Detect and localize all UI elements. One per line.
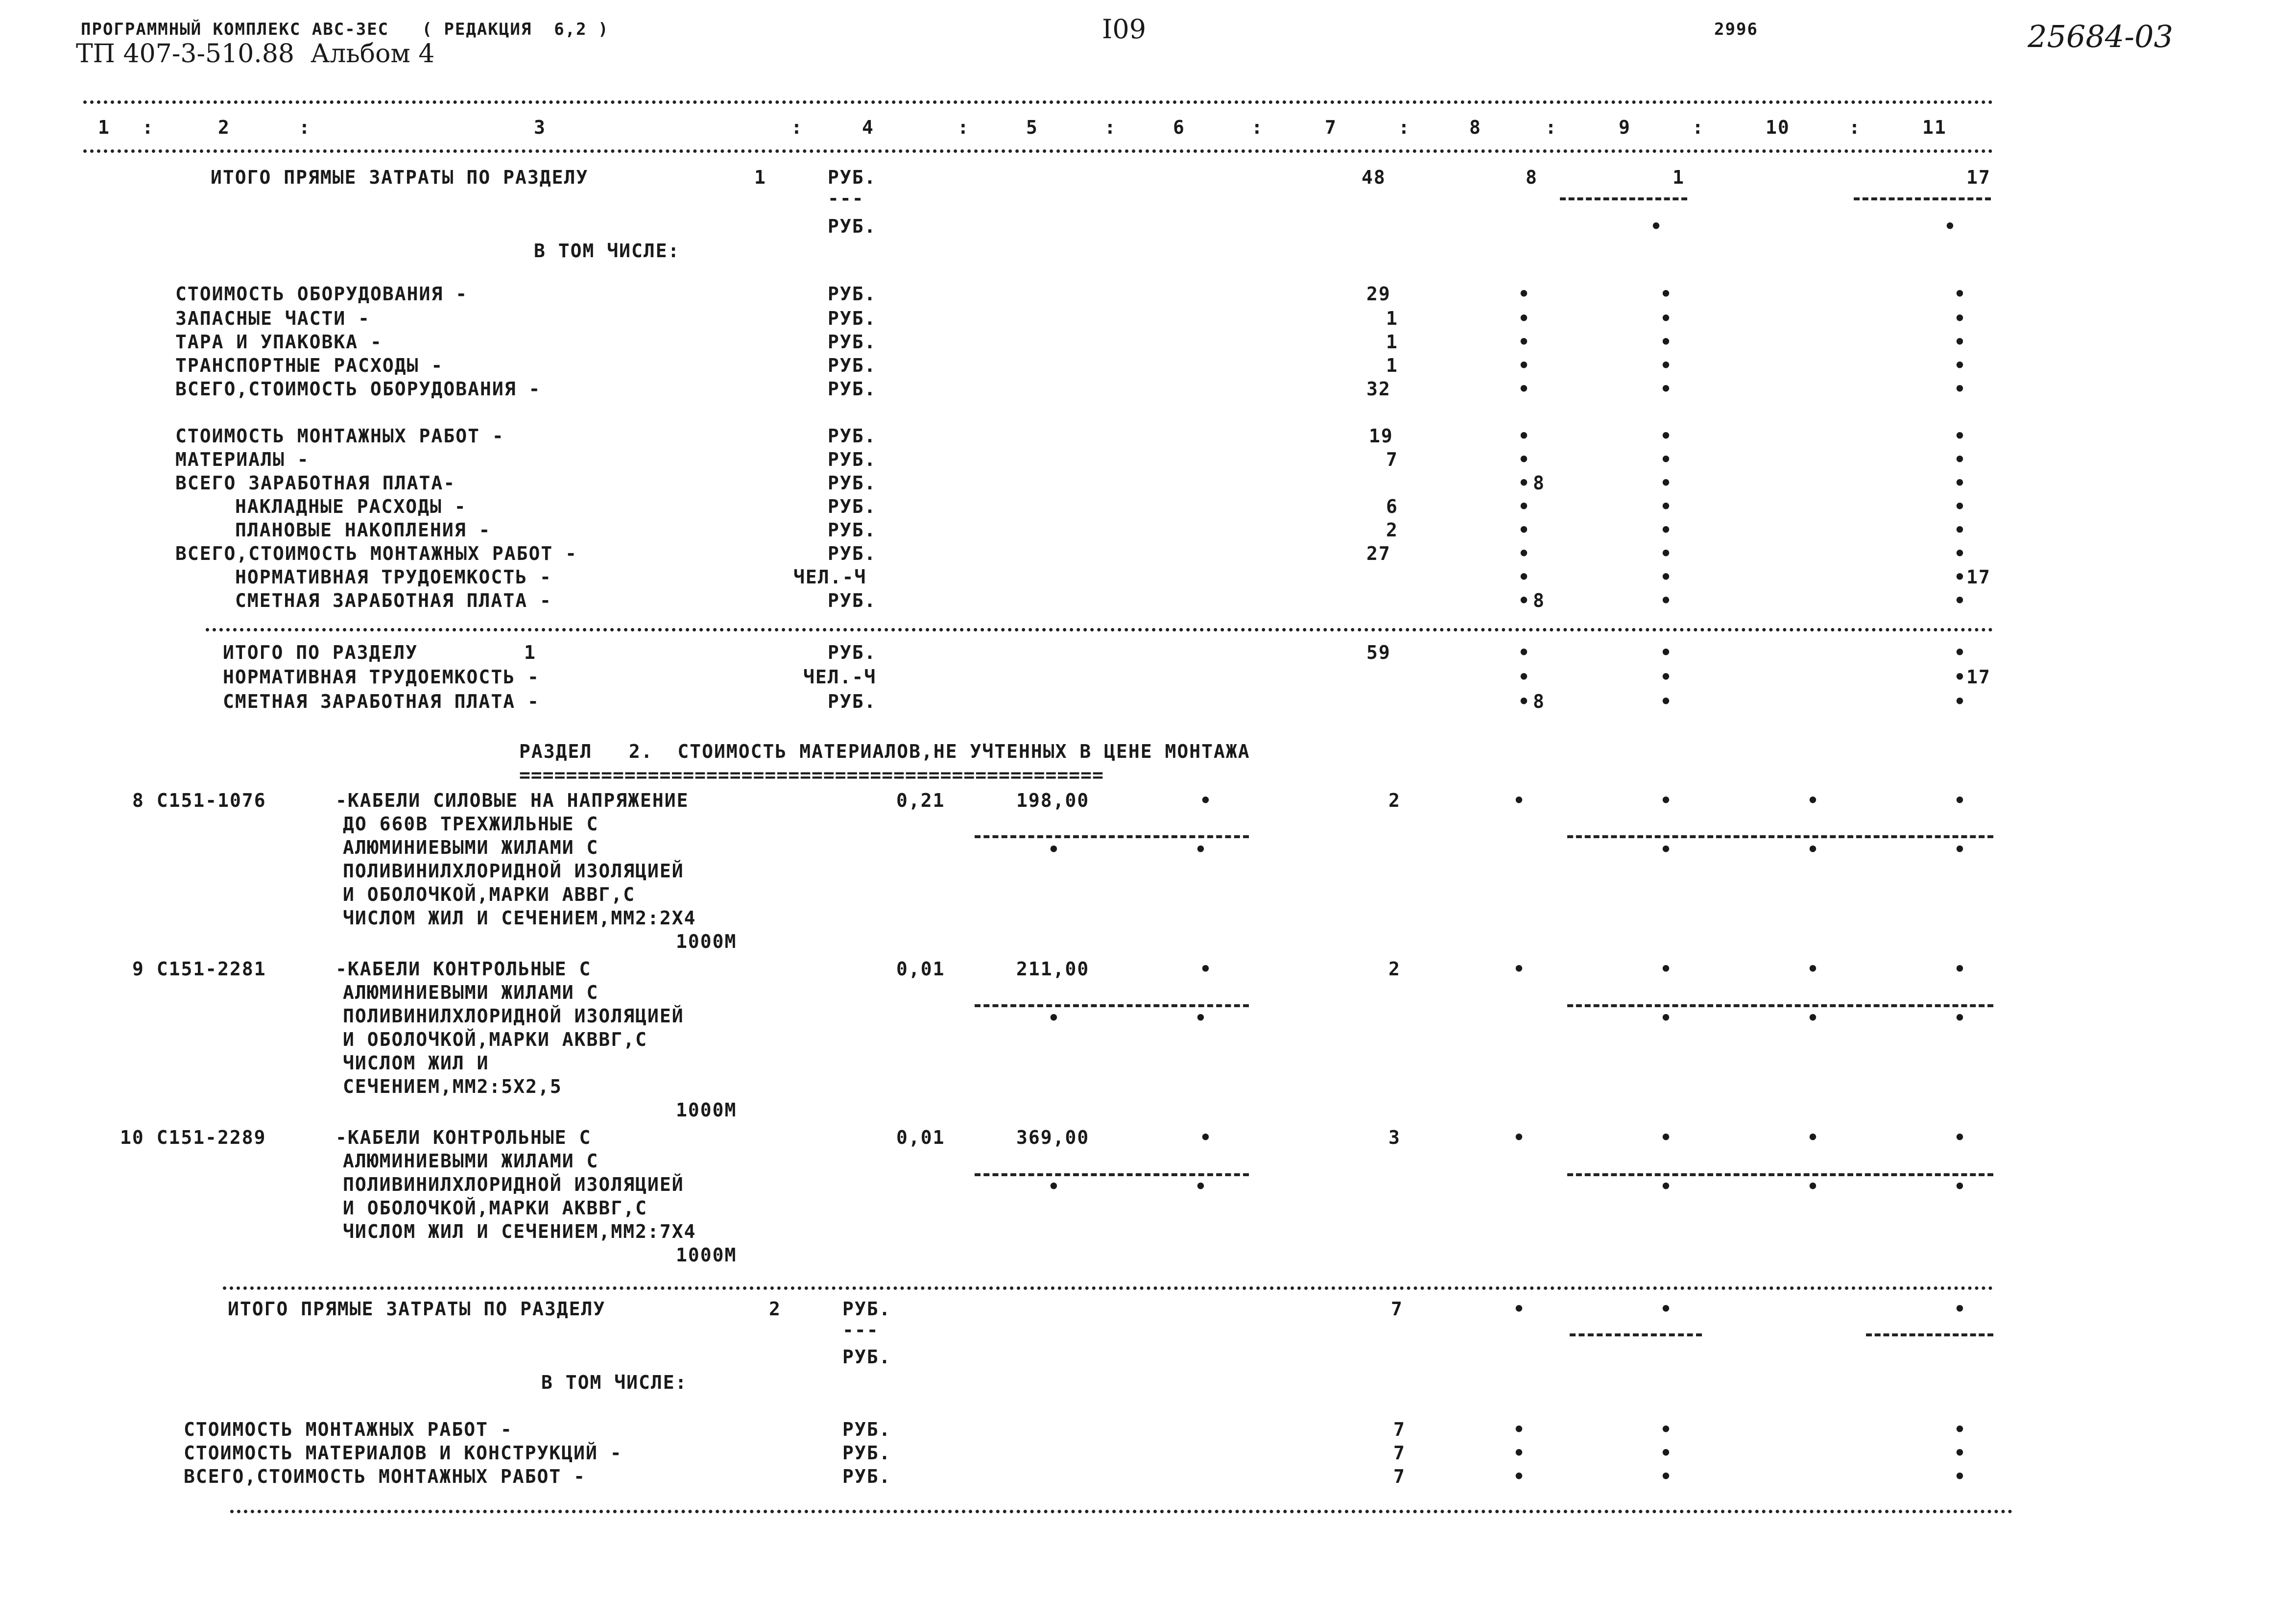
row-col11: 17 bbox=[1966, 566, 1991, 588]
program-name: ПРОГРАММНЫЙ КОМПЛЕКС АВС-3ЕС ( РЕДАКЦИЯ 6,2 ) bbox=[81, 20, 609, 39]
dot-mark: • bbox=[1954, 449, 1966, 470]
dot-mark: • bbox=[1954, 790, 1966, 811]
subtotal-rule bbox=[1854, 197, 1991, 200]
row-col8: 8 bbox=[1533, 472, 1545, 494]
row-label: НАКЛАДНЫЕ РАСХОДЫ - bbox=[235, 496, 467, 517]
item-desc-line: ЧИСЛОМ ЖИЛ И bbox=[343, 1052, 489, 1074]
column-separator: : bbox=[1692, 117, 1704, 138]
row-label: ВСЕГО,СТОИМОСТЬ МОНТАЖНЫХ РАБОТ - bbox=[184, 1466, 586, 1487]
row-col7: 7 bbox=[1393, 1442, 1406, 1464]
row-label: СТОИМОСТЬ ОБОРУДОВАНИЯ - bbox=[175, 283, 468, 305]
column-header: 2 bbox=[218, 117, 230, 138]
item-desc-line: ДО 660В ТРЕХЖИЛЬНЫЕ С bbox=[343, 813, 599, 835]
dot-mark: • bbox=[1660, 425, 1673, 447]
dot-mark: • bbox=[1048, 1007, 1060, 1029]
item-desc-line: -КАБЕЛИ СИЛОВЫЕ НА НАПРЯЖЕНИЕ bbox=[335, 790, 689, 811]
cell-rule bbox=[1567, 835, 1993, 838]
row-label: СТОИМОСТЬ МАТЕРИАЛОВ И КОНСТРУКЦИЙ - bbox=[184, 1442, 622, 1464]
item-desc-line: ПОЛИВИНИЛХЛОРИДНОЙ ИЗОЛЯЦИЕЙ bbox=[343, 1005, 684, 1027]
section-rule bbox=[223, 1286, 1993, 1290]
dot-mark: • bbox=[1954, 331, 1966, 353]
item-code: 9 С151-2281 bbox=[132, 958, 266, 980]
row-col7: 19 bbox=[1369, 425, 1393, 447]
dot-mark: • bbox=[1954, 378, 1966, 400]
item-desc-line: И ОБОЛОЧКОЙ,МАРКИ АКВВГ,С bbox=[343, 1029, 647, 1050]
dot-mark: • bbox=[1660, 1176, 1673, 1197]
dot-mark: • bbox=[1660, 1419, 1673, 1440]
dot-mark: • bbox=[1660, 790, 1673, 811]
dot-mark: • bbox=[1513, 1466, 1526, 1487]
dot-mark: • bbox=[1954, 283, 1966, 305]
dot-mark: • bbox=[1954, 958, 1966, 980]
dot-mark: • bbox=[1518, 308, 1531, 329]
dot-mark: • bbox=[1518, 642, 1531, 663]
unit-separator: --- bbox=[842, 1319, 879, 1341]
section1-total-col9: 1 bbox=[1673, 167, 1685, 188]
row-col7: 7 bbox=[1393, 1419, 1406, 1440]
dot-mark: • bbox=[1807, 839, 1819, 860]
row-col7: 2 bbox=[1386, 519, 1398, 541]
column-header: 1 bbox=[98, 117, 110, 138]
row-unit: РУБ. bbox=[828, 283, 877, 305]
row-unit: РУБ. bbox=[828, 590, 877, 611]
dot-mark: • bbox=[1954, 1442, 1966, 1464]
dot-mark: • bbox=[1518, 378, 1531, 400]
item-qty: 1000М bbox=[676, 1099, 737, 1121]
row-label: СМЕТНАЯ ЗАРАБОТНАЯ ПЛАТА - bbox=[235, 590, 552, 611]
form-code: 2996 bbox=[1714, 20, 1758, 39]
item-col4: 0,01 bbox=[896, 958, 945, 980]
column-header: 11 bbox=[1922, 117, 1947, 138]
section1-total-unit: РУБ. bbox=[828, 167, 877, 188]
row-unit: РУБ. bbox=[828, 496, 877, 517]
dot-mark: • bbox=[1200, 1127, 1212, 1148]
item-code: 8 С151-1076 bbox=[132, 790, 266, 811]
item-desc-line: АЛЮМИНИЕВЫМИ ЖИЛАМИ С bbox=[343, 1150, 599, 1172]
row-col7: 7 bbox=[1386, 449, 1398, 470]
dot-mark: • bbox=[1518, 691, 1531, 712]
dot-mark: • bbox=[1944, 216, 1957, 237]
dot-mark: • bbox=[1195, 1176, 1207, 1197]
row-unit: РУБ. bbox=[828, 378, 877, 400]
column-separator: : bbox=[1104, 117, 1117, 138]
summary-num: 1 bbox=[524, 642, 536, 663]
top-rule bbox=[83, 100, 1993, 104]
dot-mark: • bbox=[1518, 543, 1531, 564]
dot-mark: • bbox=[1954, 355, 1966, 376]
section1-total-col11: 17 bbox=[1966, 167, 1991, 188]
subtotal-rule bbox=[1866, 1333, 1993, 1336]
dot-mark: • bbox=[1807, 1176, 1819, 1197]
column-separator: : bbox=[1545, 117, 1557, 138]
row-label: ВСЕГО,СТОИМОСТЬ МОНТАЖНЫХ РАБОТ - bbox=[175, 543, 577, 564]
item-col5: 211,00 bbox=[1016, 958, 1090, 980]
dot-mark: • bbox=[1660, 449, 1673, 470]
project-title: ТП 407-3-510.88 Альбом 4 bbox=[76, 39, 435, 69]
row-col7: 1 bbox=[1386, 355, 1398, 376]
section1-total-col8: 8 bbox=[1526, 167, 1538, 188]
section2-total-num: 2 bbox=[769, 1298, 781, 1320]
dot-mark: • bbox=[1954, 472, 1966, 494]
column-separator: : bbox=[142, 117, 154, 138]
summary-col7: 59 bbox=[1366, 642, 1391, 663]
row-label: ВСЕГО,СТОИМОСТЬ ОБОРУДОВАНИЯ - bbox=[175, 378, 541, 400]
column-separator: : bbox=[299, 117, 311, 138]
dot-mark: • bbox=[1518, 283, 1531, 305]
row-unit: ЧЕЛ.-Ч bbox=[793, 566, 867, 588]
item-desc-line: АЛЮМИНИЕВЫМИ ЖИЛАМИ С bbox=[343, 982, 599, 1003]
dot-mark: • bbox=[1660, 1127, 1673, 1148]
item-col7: 2 bbox=[1388, 790, 1401, 811]
subtotal-rule bbox=[1570, 1333, 1702, 1336]
dot-mark: • bbox=[1954, 543, 1966, 564]
dot-mark: • bbox=[1518, 331, 1531, 353]
dot-mark: • bbox=[1518, 666, 1531, 688]
item-desc-line: И ОБОЛОЧКОЙ,МАРКИ АКВВГ,С bbox=[343, 1197, 647, 1219]
dot-mark: • bbox=[1954, 1419, 1966, 1440]
dot-mark: • bbox=[1807, 1007, 1819, 1029]
dot-mark: • bbox=[1660, 691, 1673, 712]
item-desc-line: ПОЛИВИНИЛХЛОРИДНОЙ ИЗОЛЯЦИЕЙ bbox=[343, 1174, 684, 1195]
column-header: 10 bbox=[1766, 117, 1790, 138]
dot-mark: • bbox=[1195, 1007, 1207, 1029]
summary-col11: 17 bbox=[1966, 666, 1991, 688]
item-code: 10 С151-2289 bbox=[120, 1127, 266, 1148]
dot-mark: • bbox=[1660, 1007, 1673, 1029]
row-label: ТАРА И УПАКОВКА - bbox=[175, 331, 383, 353]
dot-mark: • bbox=[1660, 308, 1673, 329]
summary-label: СМЕТНАЯ ЗАРАБОТНАЯ ПЛАТА - bbox=[223, 691, 540, 712]
row-col8: 8 bbox=[1533, 590, 1545, 611]
dot-mark: • bbox=[1660, 378, 1673, 400]
item-desc-line: -КАБЕЛИ КОНТРОЛЬНЫЕ С bbox=[335, 1127, 592, 1148]
dot-mark: • bbox=[1954, 566, 1966, 588]
dot-mark: • bbox=[1518, 496, 1531, 517]
dot-mark: • bbox=[1660, 642, 1673, 663]
dot-mark: • bbox=[1660, 519, 1673, 541]
dot-mark: • bbox=[1954, 666, 1966, 688]
dot-mark: • bbox=[1518, 449, 1531, 470]
row-col7: 32 bbox=[1366, 378, 1391, 400]
dot-mark: • bbox=[1954, 1466, 1966, 1487]
dot-mark: • bbox=[1518, 590, 1531, 611]
handwritten-stamp: 25684-03 bbox=[2028, 19, 2174, 54]
row-unit: РУБ. bbox=[842, 1419, 891, 1440]
dot-mark: • bbox=[1200, 790, 1212, 811]
row-col7: 27 bbox=[1366, 543, 1391, 564]
dot-mark: • bbox=[1660, 1466, 1673, 1487]
dot-mark: • bbox=[1650, 216, 1663, 237]
dot-mark: • bbox=[1807, 790, 1819, 811]
dot-mark: • bbox=[1807, 1127, 1819, 1148]
item-desc-line: СЕЧЕНИЕМ,ММ2:5Х2,5 bbox=[343, 1076, 562, 1097]
dot-mark: • bbox=[1518, 425, 1531, 447]
row-unit: РУБ. bbox=[828, 472, 877, 494]
dot-mark: • bbox=[1195, 839, 1207, 860]
dot-mark: • bbox=[1954, 839, 1966, 860]
column-header: 7 bbox=[1325, 117, 1337, 138]
dot-mark: • bbox=[1660, 839, 1673, 860]
row-unit: РУБ. bbox=[828, 355, 877, 376]
item-desc-line: -КАБЕЛИ КОНТРОЛЬНЫЕ С bbox=[335, 958, 592, 980]
dot-mark: • bbox=[1660, 496, 1673, 517]
column-separator: : bbox=[957, 117, 970, 138]
dot-mark: • bbox=[1660, 958, 1673, 980]
row-unit: РУБ. bbox=[828, 308, 877, 329]
section1-total-unit2: РУБ. bbox=[828, 216, 877, 237]
dot-mark: • bbox=[1954, 1298, 1966, 1320]
section2-total-col7: 7 bbox=[1391, 1298, 1403, 1320]
dot-mark: • bbox=[1660, 543, 1673, 564]
dot-mark: • bbox=[1954, 1007, 1966, 1029]
column-separator: : bbox=[1849, 117, 1861, 138]
row-unit: РУБ. bbox=[842, 1442, 891, 1464]
item-col5: 198,00 bbox=[1016, 790, 1090, 811]
column-header: 4 bbox=[862, 117, 874, 138]
item-qty: 1000М bbox=[676, 1244, 737, 1266]
dot-mark: • bbox=[1513, 1127, 1526, 1148]
dot-mark: • bbox=[1518, 519, 1531, 541]
dot-mark: • bbox=[1518, 355, 1531, 376]
item-desc-line: АЛЮМИНИЕВЫМИ ЖИЛАМИ С bbox=[343, 837, 599, 858]
dot-mark: • bbox=[1954, 691, 1966, 712]
item-col4: 0,21 bbox=[896, 790, 945, 811]
dot-mark: • bbox=[1660, 331, 1673, 353]
item-col7: 2 bbox=[1388, 958, 1401, 980]
row-col7: 6 bbox=[1386, 496, 1398, 517]
dot-mark: • bbox=[1954, 590, 1966, 611]
dot-mark: • bbox=[1513, 790, 1526, 811]
item-desc-line: И ОБОЛОЧКОЙ,МАРКИ АВВГ,С bbox=[343, 884, 636, 905]
section1-total-col7: 48 bbox=[1362, 167, 1386, 188]
header-bottom-rule bbox=[83, 149, 1993, 153]
dot-mark: • bbox=[1660, 1442, 1673, 1464]
row-col7: 7 bbox=[1393, 1466, 1406, 1487]
row-label: МАТЕРИАЛЫ - bbox=[175, 449, 310, 470]
dot-mark: • bbox=[1048, 839, 1060, 860]
dot-mark: • bbox=[1954, 425, 1966, 447]
item-qty: 1000М bbox=[676, 931, 737, 952]
row-unit: РУБ. bbox=[828, 425, 877, 447]
row-unit: РУБ. bbox=[842, 1466, 891, 1487]
item-desc-line: ЧИСЛОМ ЖИЛ И СЕЧЕНИЕМ,ММ2:2Х4 bbox=[343, 907, 696, 929]
column-header: 6 bbox=[1173, 117, 1185, 138]
row-col7: 1 bbox=[1386, 308, 1398, 329]
item-desc-line: ЧИСЛОМ ЖИЛ И СЕЧЕНИЕМ,ММ2:7Х4 bbox=[343, 1221, 696, 1242]
column-separator: : bbox=[791, 117, 803, 138]
dot-mark: • bbox=[1660, 1298, 1673, 1320]
section2-underline: ================================================== bbox=[519, 764, 1104, 786]
row-unit: РУБ. bbox=[828, 543, 877, 564]
section1-total-label: ИТОГО ПРЯМЫЕ ЗАТРАТЫ ПО РАЗДЕЛУ bbox=[211, 167, 589, 188]
row-label: ЗАПАСНЫЕ ЧАСТИ - bbox=[175, 308, 371, 329]
cell-rule bbox=[975, 835, 1249, 838]
dot-mark: • bbox=[1660, 590, 1673, 611]
section2-total-unit: РУБ. bbox=[842, 1298, 891, 1320]
row-col7: 1 bbox=[1386, 331, 1398, 353]
item-col7: 3 bbox=[1388, 1127, 1401, 1148]
summary-col8: 8 bbox=[1533, 691, 1545, 712]
section-rule bbox=[206, 628, 1993, 631]
row-label: ВСЕГО ЗАРАБОТНАЯ ПЛАТА- bbox=[175, 472, 456, 494]
dot-mark: • bbox=[1660, 566, 1673, 588]
dot-mark: • bbox=[1513, 1442, 1526, 1464]
section1-including: В ТОМ ЧИСЛЕ: bbox=[534, 240, 680, 262]
column-separator: : bbox=[1251, 117, 1264, 138]
dot-mark: • bbox=[1954, 496, 1966, 517]
summary-label: ИТОГО ПО РАЗДЕЛУ bbox=[223, 642, 418, 663]
dot-mark: • bbox=[1954, 308, 1966, 329]
cell-rule bbox=[1567, 1173, 1993, 1176]
dot-mark: • bbox=[1954, 642, 1966, 663]
row-unit: РУБ. bbox=[828, 519, 877, 541]
unit-separator: --- bbox=[828, 188, 864, 209]
column-header: 3 bbox=[534, 117, 546, 138]
column-header: 9 bbox=[1619, 117, 1631, 138]
dot-mark: • bbox=[1660, 355, 1673, 376]
dot-mark: • bbox=[1954, 1127, 1966, 1148]
dot-mark: • bbox=[1954, 1176, 1966, 1197]
item-col5: 369,00 bbox=[1016, 1127, 1090, 1148]
summary-label: НОРМАТИВНАЯ ТРУДОЕМКОСТЬ - bbox=[223, 666, 540, 688]
dot-mark: • bbox=[1660, 666, 1673, 688]
cell-rule bbox=[975, 1173, 1249, 1176]
column-header: 5 bbox=[1026, 117, 1038, 138]
item-col4: 0,01 bbox=[896, 1127, 945, 1148]
section2-total-label: ИТОГО ПРЯМЫЕ ЗАТРАТЫ ПО РАЗДЕЛУ bbox=[228, 1298, 606, 1320]
row-label: СТОИМОСТЬ МОНТАЖНЫХ РАБОТ - bbox=[175, 425, 504, 447]
column-separator: : bbox=[1398, 117, 1411, 138]
row-label: ПЛАНОВЫЕ НАКОПЛЕНИЯ - bbox=[235, 519, 491, 541]
dot-mark: • bbox=[1513, 1419, 1526, 1440]
section2-title: РАЗДЕЛ 2. СТОИМОСТЬ МАТЕРИАЛОВ,НЕ УЧТЕННЫХ В ЦЕНЕ МОНТАЖА bbox=[519, 741, 1250, 762]
item-desc-line: ПОЛИВИНИЛХЛОРИДНОЙ ИЗОЛЯЦИЕЙ bbox=[343, 860, 684, 882]
row-label: СТОИМОСТЬ МОНТАЖНЫХ РАБОТ - bbox=[184, 1419, 513, 1440]
dot-mark: • bbox=[1200, 958, 1212, 980]
cell-rule bbox=[1567, 1004, 1993, 1007]
section1-total-num: 1 bbox=[754, 167, 766, 188]
cell-rule bbox=[975, 1004, 1249, 1007]
dot-mark: • bbox=[1048, 1176, 1060, 1197]
summary-unit: ЧЕЛ.-Ч bbox=[803, 666, 877, 688]
dot-mark: • bbox=[1518, 472, 1531, 494]
bottom-rule bbox=[230, 1510, 2013, 1513]
dot-mark: • bbox=[1807, 958, 1819, 980]
page-number: I09 bbox=[1102, 14, 1147, 45]
row-col7: 29 bbox=[1366, 283, 1391, 305]
summary-unit: РУБ. bbox=[828, 691, 877, 712]
column-header: 8 bbox=[1469, 117, 1482, 138]
row-label: НОРМАТИВНАЯ ТРУДОЕМКОСТЬ - bbox=[235, 566, 552, 588]
row-label: ТРАНСПОРТНЫЕ РАСХОДЫ - bbox=[175, 355, 444, 376]
row-unit: РУБ. bbox=[828, 449, 877, 470]
dot-mark: • bbox=[1660, 283, 1673, 305]
dot-mark: • bbox=[1513, 958, 1526, 980]
dot-mark: • bbox=[1513, 1298, 1526, 1320]
section2-total-unit2: РУБ. bbox=[842, 1346, 891, 1368]
summary-unit: РУБ. bbox=[828, 642, 877, 663]
dot-mark: • bbox=[1954, 519, 1966, 541]
dot-mark: • bbox=[1660, 472, 1673, 494]
row-unit: РУБ. bbox=[828, 331, 877, 353]
subtotal-rule bbox=[1560, 197, 1687, 200]
dot-mark: • bbox=[1518, 566, 1531, 588]
section2-including: В ТОМ ЧИСЛЕ: bbox=[541, 1372, 688, 1393]
